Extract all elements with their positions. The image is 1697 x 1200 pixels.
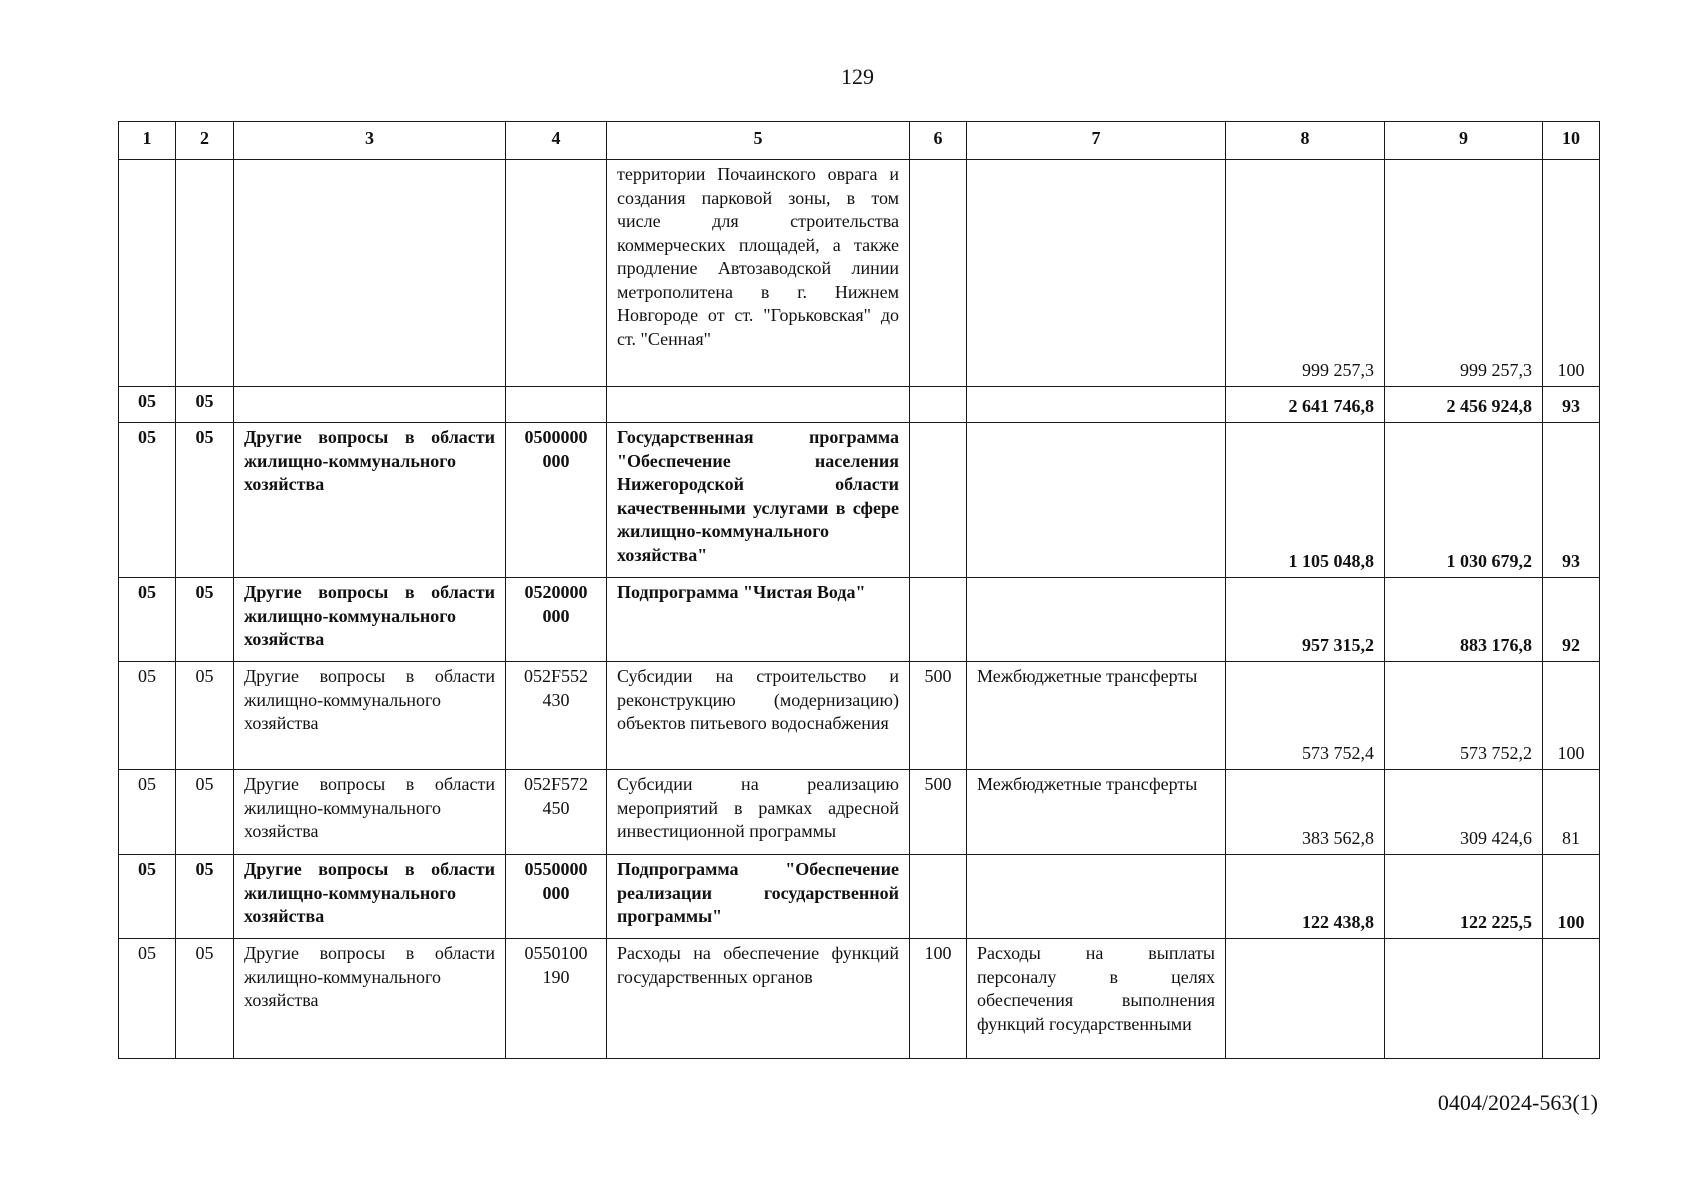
column-header: 8 (1226, 122, 1385, 160)
document-code: 0404/2024-563(1) (1437, 1090, 1598, 1115)
executed-amount-cell: 309 424,6 (1385, 770, 1543, 855)
program-name-cell: Государственная программа "Обеспечение населения Нижегородской области качественными услугами в сфере жилищно-коммунального хозяйства" (607, 423, 910, 578)
program-name-cell: Субсидии на строительство и реконструкцию (модернизацию) объектов питьевого водоснабжения (607, 662, 910, 770)
column-header: 2 (176, 122, 234, 160)
percent-cell: 81 (1543, 770, 1600, 855)
table-row (119, 387, 1600, 423)
executed-amount-cell: 1 030 679,2 (1385, 423, 1543, 578)
expense-type-cell (967, 423, 1226, 578)
executed-amount-cell: 2 456 924,8 (1385, 387, 1543, 423)
percent-cell (1543, 939, 1600, 1059)
expense-type-code-cell (910, 423, 967, 578)
column-header: 6 (910, 122, 967, 160)
subsection-cell: 05 (176, 939, 234, 1059)
program-name-cell: Расходы на обеспечение функций государственных органов (607, 939, 910, 1059)
subsection-cell: 05 (176, 770, 234, 855)
table-row (119, 855, 1600, 939)
subsection-cell: 05 (176, 423, 234, 578)
approved-amount-cell: 1 105 048,8 (1226, 423, 1385, 578)
expense-type-code-cell (910, 160, 967, 387)
approved-amount-cell: 122 438,8 (1226, 855, 1385, 939)
table-body (119, 160, 1600, 1059)
expense-type-cell (967, 387, 1226, 423)
percent-cell: 100 (1543, 160, 1600, 387)
column-header: 10 (1543, 122, 1600, 160)
expense-type-code-cell (910, 578, 967, 662)
section-cell: 05 (119, 770, 176, 855)
column-header: 1 (119, 122, 176, 160)
executed-amount-cell: 883 176,8 (1385, 578, 1543, 662)
program-name-cell: Подпрограмма "Обеспечение реализации государственной программы" (607, 855, 910, 939)
target-code-cell: 0520000 000 (506, 578, 607, 662)
table-row (119, 423, 1600, 578)
expense-type-cell (967, 855, 1226, 939)
section-cell (119, 160, 176, 387)
description-cell: Другие вопросы в области жилищно-коммунального хозяйства (234, 662, 506, 770)
percent-cell: 92 (1543, 578, 1600, 662)
column-header: 7 (967, 122, 1226, 160)
section-cell: 05 (119, 939, 176, 1059)
description-cell (234, 387, 506, 423)
approved-amount-cell: 573 752,4 (1226, 662, 1385, 770)
table-row (119, 662, 1600, 770)
description-cell: Другие вопросы в области жилищно-коммунального хозяйства (234, 578, 506, 662)
subsection-cell: 05 (176, 578, 234, 662)
section-cell: 05 (119, 423, 176, 578)
table-row (119, 160, 1600, 387)
expense-type-cell: Межбюджетные трансферты (967, 662, 1226, 770)
approved-amount-cell (1226, 939, 1385, 1059)
program-name-cell: Субсидии на реализацию мероприятий в рамках адресной инвестиционной программы (607, 770, 910, 855)
subsection-cell: 05 (176, 387, 234, 423)
subsection-cell (176, 160, 234, 387)
percent-cell: 100 (1543, 662, 1600, 770)
program-name-cell: Подпрограмма "Чистая Вода" (607, 578, 910, 662)
executed-amount-cell: 999 257,3 (1385, 160, 1543, 387)
subsection-cell: 05 (176, 855, 234, 939)
section-cell: 05 (119, 855, 176, 939)
expense-type-cell: Расходы на выплаты персоналу в целях обеспечения выполнения функций государственными (967, 939, 1226, 1059)
percent-cell: 100 (1543, 855, 1600, 939)
expense-type-cell (967, 578, 1226, 662)
executed-amount-cell: 122 225,5 (1385, 855, 1543, 939)
target-code-cell: 0550100 190 (506, 939, 607, 1059)
section-cell: 05 (119, 578, 176, 662)
table-row (119, 578, 1600, 662)
target-code-cell (506, 387, 607, 423)
column-header: 3 (234, 122, 506, 160)
subsection-cell: 05 (176, 662, 234, 770)
expense-type-code-cell: 500 (910, 770, 967, 855)
header-row (119, 122, 1600, 160)
description-cell: Другие вопросы в области жилищно-коммунального хозяйства (234, 855, 506, 939)
target-code-cell (506, 160, 607, 387)
expense-type-cell: Межбюджетные трансферты (967, 770, 1226, 855)
target-code-cell: 0550000 000 (506, 855, 607, 939)
column-header: 9 (1385, 122, 1543, 160)
section-cell: 05 (119, 387, 176, 423)
expense-type-cell (967, 160, 1226, 387)
expense-type-code-cell: 500 (910, 662, 967, 770)
approved-amount-cell: 383 562,8 (1226, 770, 1385, 855)
executed-amount-cell (1385, 939, 1543, 1059)
table-row (119, 770, 1600, 855)
target-code-cell: 052F552 430 (506, 662, 607, 770)
page-number: 129 (841, 64, 874, 89)
column-header: 4 (506, 122, 607, 160)
description-cell (234, 160, 506, 387)
description-cell: Другие вопросы в области жилищно-коммунального хозяйства (234, 423, 506, 578)
budget-table (118, 121, 1600, 1059)
program-name-cell: территории Почаинского оврага и создания парковой зоны, в том числе для строительства коммерческих площадей, а также продление Автозаводской линии метрополитена в г. Нижнем Новгороде от ст. "Горьковская" до ст. "Сенная" (607, 160, 910, 387)
target-code-cell: 0500000 000 (506, 423, 607, 578)
approved-amount-cell: 999 257,3 (1226, 160, 1385, 387)
section-cell: 05 (119, 662, 176, 770)
description-cell: Другие вопросы в области жилищно-коммунального хозяйства (234, 770, 506, 855)
expense-type-code-cell (910, 387, 967, 423)
percent-cell: 93 (1543, 423, 1600, 578)
approved-amount-cell: 2 641 746,8 (1226, 387, 1385, 423)
approved-amount-cell: 957 315,2 (1226, 578, 1385, 662)
column-header: 5 (607, 122, 910, 160)
description-cell: Другие вопросы в области жилищно-коммунального хозяйства (234, 939, 506, 1059)
percent-cell: 93 (1543, 387, 1600, 423)
expense-type-code-cell: 100 (910, 939, 967, 1059)
target-code-cell: 052F572 450 (506, 770, 607, 855)
program-name-cell (607, 387, 910, 423)
executed-amount-cell: 573 752,2 (1385, 662, 1543, 770)
expense-type-code-cell (910, 855, 967, 939)
table-row (119, 939, 1600, 1059)
